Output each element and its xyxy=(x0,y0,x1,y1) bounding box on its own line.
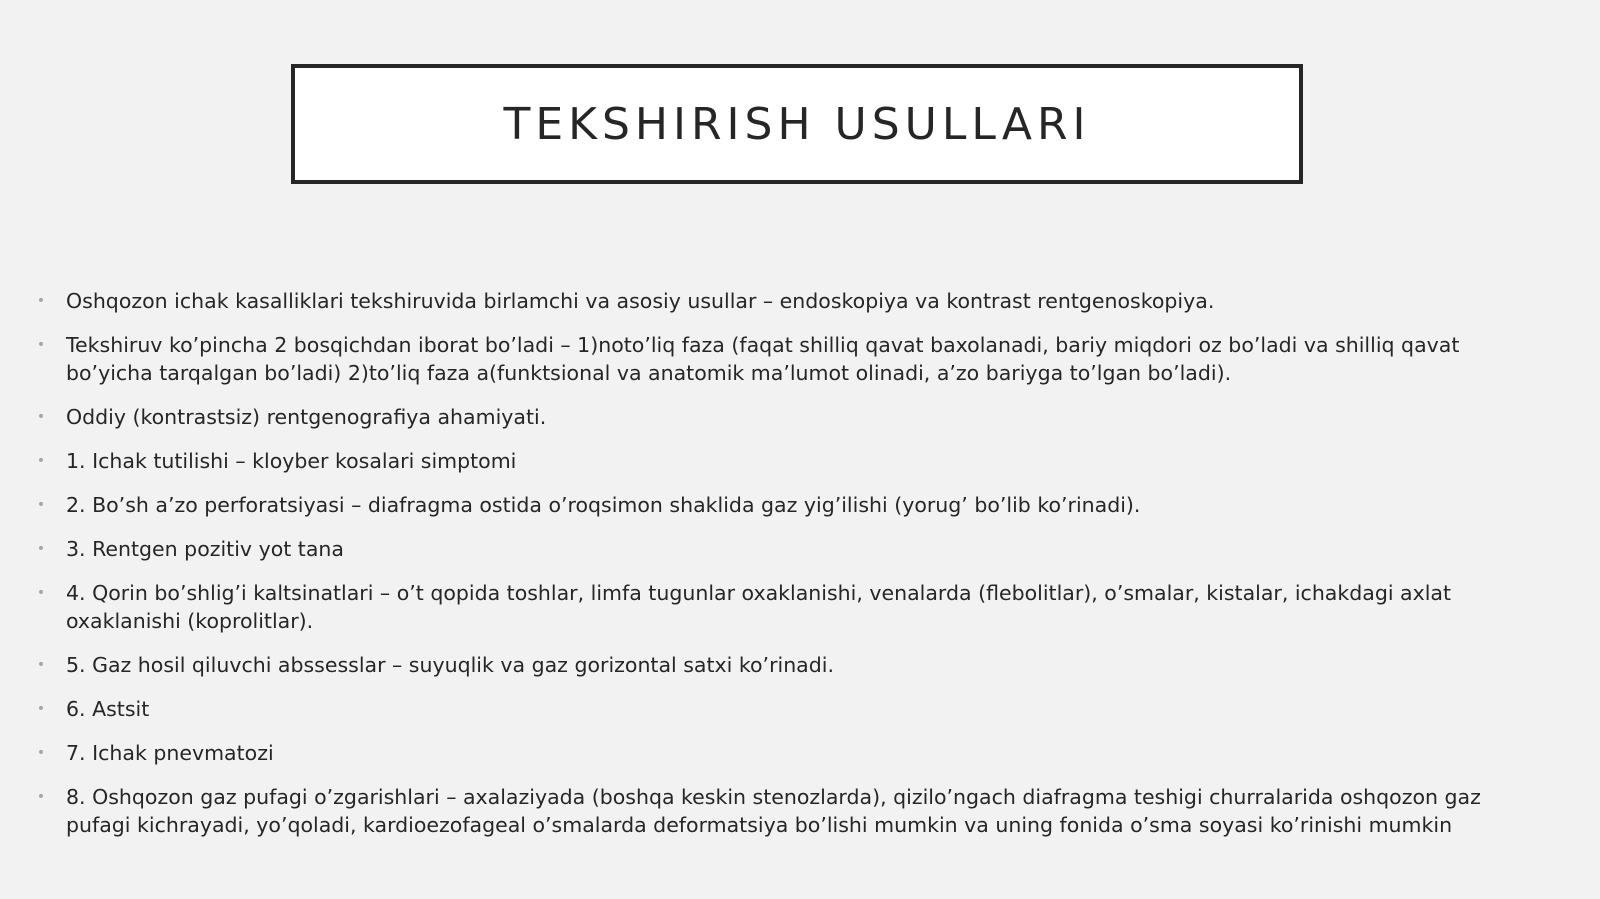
bullet-text-4: 1. Ichak tutilishi – kloyber kosalari simptomi xyxy=(66,449,517,473)
bullet-text-1: Oshqozon ichak kasalliklari tekshiruvida birlamchi va asosiy usullar – endoskopiya va kontrast rentgenoskopiya. xyxy=(66,289,1215,313)
bullet-list xyxy=(34,287,1494,855)
bullet-dot-icon: • xyxy=(36,293,46,309)
bullet-dot-icon: • xyxy=(36,541,46,557)
bullet-dot-icon: • xyxy=(36,745,46,761)
bullet-item-7 xyxy=(34,579,1494,635)
bullet-item-1 xyxy=(34,287,1494,315)
bullet-item-10 xyxy=(34,739,1494,767)
bullet-item-11 xyxy=(34,783,1494,839)
bullet-text-10: 7. Ichak pnevmatozi xyxy=(66,741,274,765)
bullet-dot-icon: • xyxy=(36,337,46,353)
bullet-dot-icon: • xyxy=(36,701,46,717)
bullet-text-9: 6. Astsit xyxy=(66,697,150,721)
bullet-text-3: Oddiy (kontrastsiz) rentgenografiya ahamiyati. xyxy=(66,405,547,429)
bullet-text-5: 2. Bo’sh a’zo perforatsiyasi – diafragma ostida o’roqsimon shaklida gaz yig’ilishi (yorug’ bo’lib ko’rinadi). xyxy=(66,493,1141,517)
bullet-text-2: Tekshiruv ko’pincha 2 bosqichdan iborat bo’ladi – 1)noto’liq faza (faqat shilliq qavat baxolanadi, bariy miqdori oz bo’ladi va shilliq qavat bo’yicha tarqalgan bo’ladi) 2)to’liq faza a(funktsional va anatomik ma’lumot olinadi, a’zo bariyga to’lgan bo’ladi). xyxy=(66,333,1460,385)
bullet-item-9 xyxy=(34,695,1494,723)
slide-title: TEKSHIRISH USULLARI xyxy=(503,98,1091,150)
bullet-text-6: 3. Rentgen pozitiv yot tana xyxy=(66,537,344,561)
bullet-dot-icon: • xyxy=(36,453,46,469)
bullet-text-7: 4. Qorin bo’shlig’i kaltsinatlari – o’t qopida toshlar, limfa tugunlar oxaklanishi, venalarda (flebolitlar), o’smalar, kistalar, ichakdagi axlat oxaklanishi (koprolitlar). xyxy=(66,581,1452,633)
bullet-item-6 xyxy=(34,535,1494,563)
bullet-text-11: 8. Oshqozon gaz pufagi o’zgarishlari – axalaziyada (boshqa keskin stenozlarda), qizilo’ngach diafragma teshigi churralarida oshqozon gaz pufagi kichrayadi, yo’qoladi, kardioezofageal o’smalarda deformatsiya bo’lishi mumkin va uning fonida o’sma soyasi ko’rinishi mumkin xyxy=(66,785,1481,837)
bullet-dot-icon: • xyxy=(36,497,46,513)
bullet-item-4 xyxy=(34,447,1494,475)
bullet-dot-icon: • xyxy=(36,789,46,805)
bullet-item-3 xyxy=(34,403,1494,431)
bullet-dot-icon: • xyxy=(36,585,46,601)
bullet-item-2 xyxy=(34,331,1494,387)
bullet-dot-icon: • xyxy=(36,657,46,673)
bullet-dot-icon: • xyxy=(36,409,46,425)
bullet-text-8: 5. Gaz hosil qiluvchi abssesslar – suyuqlik va gaz gorizontal satxi ko’rinadi. xyxy=(66,653,834,677)
title-box xyxy=(291,64,1303,184)
bullet-item-5 xyxy=(34,491,1494,519)
bullet-item-8 xyxy=(34,651,1494,679)
